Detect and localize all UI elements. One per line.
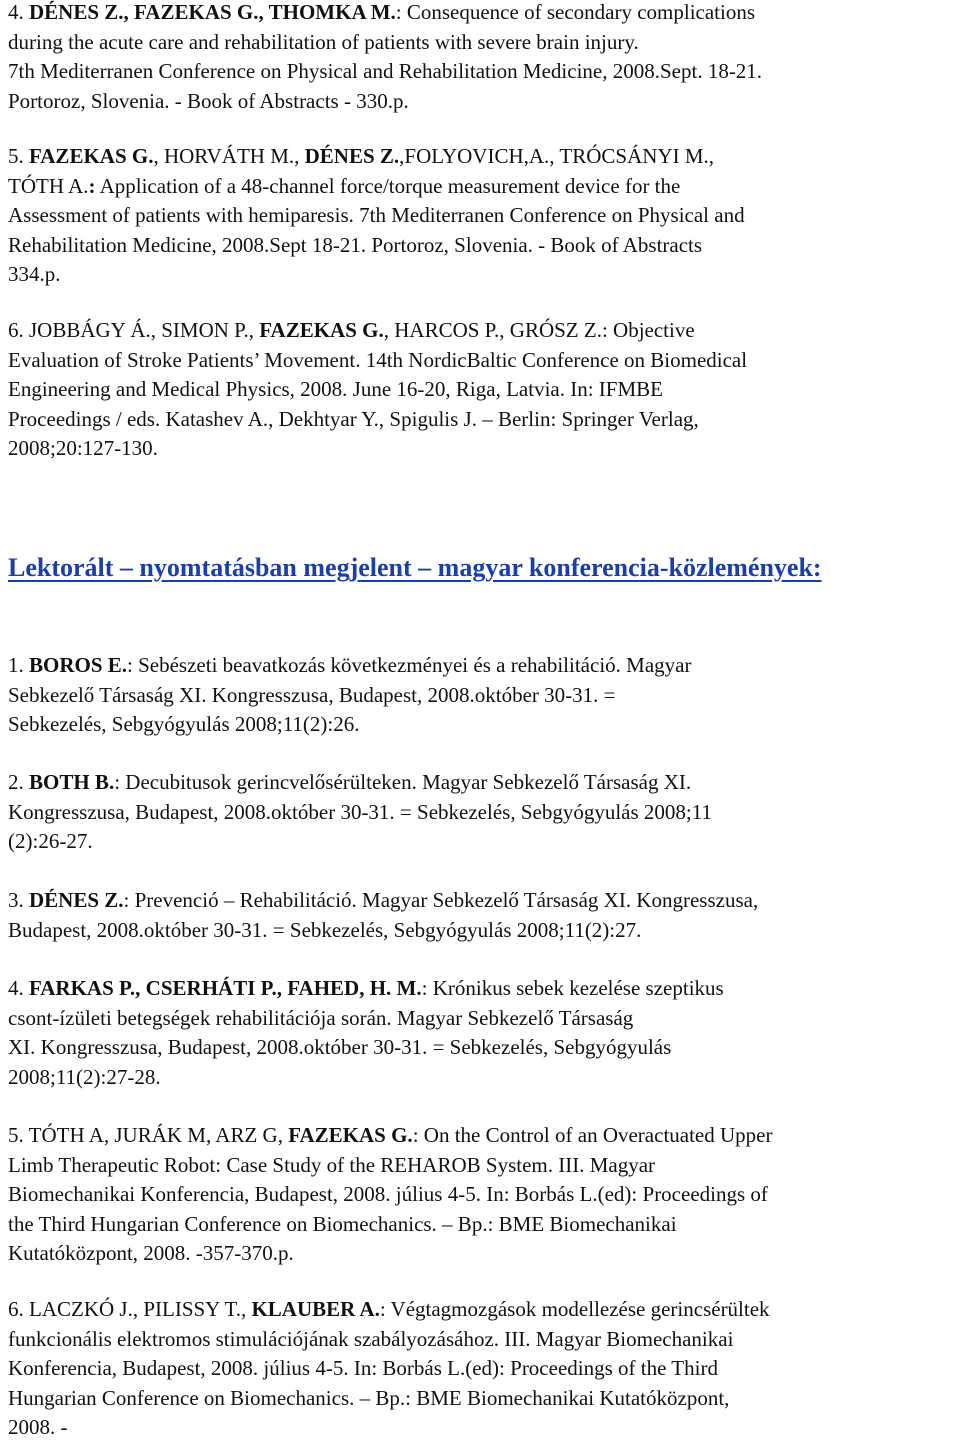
reference-line [8,768,712,798]
reference-line [8,28,762,58]
intl-entry-4 [8,0,762,116]
reference-text: , HORVÁTH M., [153,144,305,168]
reference-text: : On the Control of an Overactuated Upper [412,1123,773,1147]
reference-text: 2008;11(2):27-28. [8,1064,161,1089]
author-name: FAZEKAS G. [29,144,154,168]
reference-line [8,142,745,172]
reference-line [8,57,762,87]
reference-line [8,405,747,435]
reference-line [8,260,745,290]
author-name: FARKAS P., CSERHÁTI P., FAHED, H. M. [29,976,422,1000]
reference-line [8,0,762,28]
reference-text: Proceedings / eds. Katashev A., Dekhtyar Y., Spigulis J. – Berlin: Springer Verlag, [8,406,699,431]
reference-text: Limb Therapeutic Robot: Case Study of the REHAROB System. III. Magyar [8,1152,656,1177]
reference-line [8,231,745,261]
reference-text: 7th Mediterranen Conference on Physical and Rehabilitation Medicine, 2008.Sept. 18-21. [8,59,763,83]
reference-text: Konferencia, Budapest, 2008. július 4-5. In: Borbás L.(ed): Proceedings of the Third [8,1356,718,1380]
reference-line [8,87,762,117]
author-name: DÉNES Z., FAZEKAS G., THOMKA M. [29,0,396,24]
reference-text: Application of a 48-channel force/torque measurement device for the [95,173,681,198]
reference-line [8,710,691,740]
reference-text: 2008;20:127-130. [8,436,158,460]
reference-text: Kutatóközpont, 2008. -357-370.p. [8,1241,294,1265]
reference-text: 1. [8,653,29,677]
reference-text: Portoroz, Slovenia. - Book of Abstracts - 330.p. [8,88,409,113]
author-name: : [88,173,96,198]
reference-line [8,201,745,231]
reference-text: Evaluation of Stroke Patients’ Movement. 14th NordicBaltic Conference on Biomedical [8,347,748,372]
reference-line [8,1325,770,1355]
reference-line [8,886,758,916]
intl-entry-5 [8,142,745,290]
reference-line [8,1239,773,1269]
reference-text: Budapest, 2008.október 30-31. = Sebkezelés, Sebgyógyulás 2008;11(2):27. [8,917,642,942]
reference-text: Kongresszusa, Budapest, 2008.október 30-31. = Sebkezelés, Sebgyógyulás 2008;11 [8,799,712,824]
reference-text: Hungarian Conference on Biomechanics. – Bp.: BME Biomechanikai Kutatóközpont, [8,1385,730,1410]
section-heading: Lektorált – nyomtatásban megjelent – magyar konferencia-közlemények: [8,553,822,582]
reference-line [8,827,712,857]
reference-text: during the acute care and rehabilitation of patients with severe brain injury. [8,29,639,54]
reference-line [8,375,747,405]
reference-line [8,316,747,346]
reference-line [8,1033,724,1063]
reference-line [8,798,712,828]
reference-line [8,1004,724,1034]
reference-line [8,434,747,464]
author-name: DÉNES Z. [29,888,124,912]
reference-text: 2008. - [8,1415,68,1439]
reference-line [8,1151,773,1181]
reference-text: TÓTH A. [8,173,89,198]
reference-line [8,1210,773,1240]
reference-line [8,1384,770,1414]
hu-entry-6 [8,1295,770,1443]
reference-text: , HARCOS P., GRÓSZ Z.: Objective [383,318,695,342]
reference-text: : Prevenció – Rehabilitáció. Magyar Sebkezelő Társaság XI. Kongresszusa, [123,888,759,912]
reference-text: Biomechanikai Konferencia, Budapest, 2008. július 4-5. In: Borbás L.(ed): Proceedings of [8,1182,768,1206]
reference-line [8,1295,770,1325]
reference-text: the Third Hungarian Conference on Biomechanics. – Bp.: BME Biomechanikai [8,1211,677,1236]
reference-line [8,346,747,376]
reference-text: 6. JOBBÁGY Á., SIMON P., [8,318,260,342]
author-name: FAZEKAS G. [259,318,384,342]
author-name: BOTH B. [29,770,115,794]
author-name: FAZEKAS G. [288,1123,413,1147]
reference-text: Engineering and Medical Physics, 2008. June 16-20, Riga, Latvia. In: IFMBE [8,377,663,401]
reference-line [8,1063,724,1093]
reference-text: 2. [8,770,29,794]
reference-line [8,681,691,711]
reference-text: 5. TÓTH A, JURÁK M, ARZ G, [8,1123,289,1147]
hu-entry-2 [8,768,712,857]
reference-text: csont-ízületi betegségek rehabilitációja során. Magyar Sebkezelő Társaság [8,1005,634,1030]
reference-text: XI. Kongresszusa, Budapest, 2008.október 30-31. = Sebkezelés, Sebgyógyulás [8,1035,672,1059]
hu-entry-4 [8,974,724,1092]
reference-text: : Végtagmozgások modellezése gerincsérültek [379,1297,770,1321]
reference-line [8,974,724,1004]
hu-entry-1 [8,651,691,740]
author-name: KLAUBER A. [251,1297,380,1321]
reference-line [8,651,691,681]
reference-line [8,1413,770,1443]
reference-text: funkcionális elektromos stimulációjának szabályozásához. III. Magyar Biomechanikai [8,1326,734,1351]
reference-text: 5. [8,144,29,168]
reference-text: Rehabilitation Medicine, 2008.Sept 18-21. Portoroz, Slovenia. - Book of Abstracts [8,232,703,257]
reference-text: ,FOLYOVICH,A., TRÓCSÁNYI M., [399,144,715,168]
reference-line [8,1121,773,1151]
hu-entry-5 [8,1121,773,1269]
reference-text: : Decubitusok gerincvelősérülteken. Magyar Sebkezelő Társaság XI. [114,770,692,794]
reference-text: 4. [8,976,29,1000]
reference-text: : Consequence of secondary complications [395,0,756,24]
reference-text: Assessment of patients with hemiparesis. 7th Mediterranen Conference on Physical and [8,203,745,227]
reference-text: (2):26-27. [8,829,93,853]
reference-text: 3. [8,888,29,912]
reference-line [8,172,745,202]
reference-text: Sebkezelés, Sebgyógyulás 2008;11(2):26. [8,712,360,736]
author-name: BOROS E. [29,653,128,677]
reference-text: Sebkezelő Társaság XI. Kongresszusa, Budapest, 2008.október 30-31. = [8,682,616,707]
reference-text: : Sebészeti beavatkozás következményei és a rehabilitáció. Magyar [127,653,692,677]
reference-text: 334.p. [8,262,61,286]
reference-text: : Krónikus sebek kezelése szeptikus [421,976,724,1000]
author-name: DÉNES Z. [304,144,400,168]
reference-text: 6. LACZKÓ J., PILISSY T., [8,1297,252,1321]
intl-entry-6 [8,316,747,464]
hu-entry-3 [8,886,758,945]
reference-line [8,1354,770,1384]
reference-text: 4. [8,0,29,24]
reference-line [8,1180,773,1210]
reference-line [8,916,758,946]
